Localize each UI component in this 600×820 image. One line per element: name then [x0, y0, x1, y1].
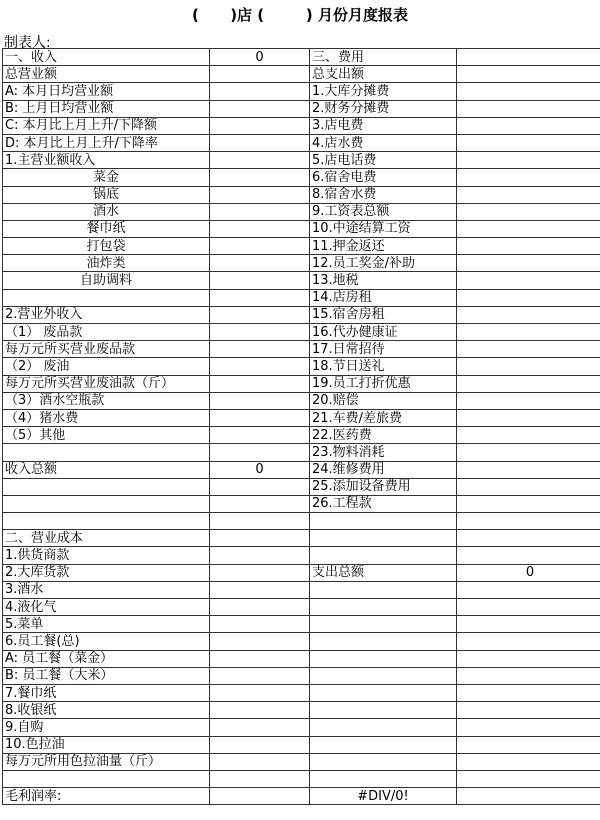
- cell-c1[interactable]: 每万元所用色拉油量（斤）: [3, 753, 210, 770]
- cell-c2[interactable]: [210, 616, 310, 633]
- cell-c3[interactable]: [310, 599, 457, 616]
- cell-c4[interactable]: [457, 220, 600, 237]
- cell-c2[interactable]: [210, 599, 310, 616]
- cell-c1[interactable]: 9.自购: [3, 719, 210, 736]
- cell-c3[interactable]: 3.店电费: [310, 117, 457, 134]
- cell-c4[interactable]: [457, 255, 600, 272]
- cell-c2[interactable]: [210, 66, 310, 83]
- cell-c4[interactable]: [457, 719, 600, 736]
- cell-c2[interactable]: [210, 134, 310, 151]
- cell-c2[interactable]: [210, 478, 310, 495]
- cell-c2[interactable]: [210, 375, 310, 392]
- table-row: [3, 134, 600, 151]
- cell-c2[interactable]: 0: [210, 461, 310, 478]
- cell-c3[interactable]: 9.工资表总额: [310, 203, 457, 220]
- table-row: [3, 375, 600, 392]
- cell-c4[interactable]: [457, 134, 600, 151]
- table-row: [3, 513, 600, 530]
- cell-c3[interactable]: [310, 770, 457, 787]
- cell-c2[interactable]: [210, 547, 310, 564]
- cell-c2[interactable]: [210, 684, 310, 701]
- cell-c1[interactable]: 收入总额: [3, 461, 210, 478]
- cell-c1[interactable]: （4）猪水费: [3, 409, 210, 426]
- cell-c4[interactable]: [457, 599, 600, 616]
- cell-c4[interactable]: [457, 186, 600, 203]
- table-row: [3, 547, 600, 564]
- cell-c4[interactable]: [457, 152, 600, 169]
- cell-c4[interactable]: [457, 444, 600, 461]
- table-row: [3, 272, 600, 289]
- cell-c2[interactable]: [210, 289, 310, 306]
- cell-c2[interactable]: [210, 358, 310, 375]
- table-row: [3, 684, 600, 701]
- cell-c4[interactable]: [457, 461, 600, 478]
- table-row: [3, 220, 600, 237]
- cell-c3[interactable]: [310, 633, 457, 650]
- cell-c4[interactable]: [457, 478, 600, 495]
- cell-c3[interactable]: [310, 667, 457, 684]
- cell-c4[interactable]: [457, 616, 600, 633]
- cell-c3[interactable]: [310, 616, 457, 633]
- cell-c1[interactable]: 打包袋: [3, 238, 210, 255]
- cell-c1[interactable]: A: 本月日均营业额: [3, 83, 210, 100]
- cell-c3[interactable]: [310, 702, 457, 719]
- cell-c4[interactable]: [457, 169, 600, 186]
- cell-c4[interactable]: 0: [457, 564, 600, 581]
- cell-c3[interactable]: [310, 736, 457, 753]
- cell-c3[interactable]: 11.押金返还: [310, 238, 457, 255]
- report-title: ( )店 ( ) 月份月度报表: [192, 6, 408, 24]
- cell-c2[interactable]: [210, 530, 310, 547]
- cell-c3[interactable]: [310, 650, 457, 667]
- cell-c1[interactable]: D: 本月比上月上升/下降率: [3, 134, 210, 151]
- cell-c3[interactable]: 16.代办健康证: [310, 324, 457, 341]
- cell-c2[interactable]: [210, 341, 310, 358]
- table-row: [3, 341, 600, 358]
- cell-c2[interactable]: [210, 788, 310, 805]
- table-row: [3, 100, 600, 117]
- cell-c2[interactable]: [210, 83, 310, 100]
- cell-c2[interactable]: [210, 100, 310, 117]
- cell-c2[interactable]: [210, 255, 310, 272]
- cell-c1[interactable]: 4.液化气: [3, 599, 210, 616]
- cell-c2[interactable]: [210, 495, 310, 512]
- cell-c1[interactable]: 2.营业外收入: [3, 306, 210, 323]
- cell-c3[interactable]: 三、费用: [310, 49, 457, 66]
- cell-c4[interactable]: [457, 753, 600, 770]
- cell-c3[interactable]: 6.宿舍电费: [310, 169, 457, 186]
- table-row: [3, 306, 600, 323]
- cell-c3[interactable]: 18.节日送礼: [310, 358, 457, 375]
- cell-c4[interactable]: [457, 324, 600, 341]
- cell-c4[interactable]: [457, 49, 600, 66]
- table-row: [3, 650, 600, 667]
- cell-c1[interactable]: B: 上月日均营业额: [3, 100, 210, 117]
- cell-c2[interactable]: [210, 702, 310, 719]
- cell-c1[interactable]: [3, 770, 210, 787]
- cell-c3[interactable]: [310, 513, 457, 530]
- cell-c2[interactable]: [210, 186, 310, 203]
- cell-c1[interactable]: [3, 495, 210, 512]
- table-row: [3, 495, 600, 512]
- cell-c2[interactable]: [210, 444, 310, 461]
- cell-c4[interactable]: [457, 83, 600, 100]
- cell-c3[interactable]: 22.医药费: [310, 427, 457, 444]
- cell-c2[interactable]: [210, 581, 310, 598]
- cell-c4[interactable]: [457, 66, 600, 83]
- table-row: [3, 238, 600, 255]
- cell-c1[interactable]: （2） 废油: [3, 358, 210, 375]
- cell-c2[interactable]: [210, 513, 310, 530]
- cell-c1[interactable]: 菜金: [3, 169, 210, 186]
- cell-c1[interactable]: [3, 444, 210, 461]
- cell-c1[interactable]: 每万元所买营业废品款: [3, 341, 210, 358]
- cell-c4[interactable]: [457, 100, 600, 117]
- table-row: [3, 324, 600, 341]
- table-row: [3, 564, 600, 581]
- cell-c3[interactable]: [310, 684, 457, 701]
- cell-c2[interactable]: [210, 324, 310, 341]
- cell-c1[interactable]: 1.主营业额收入: [3, 152, 210, 169]
- cell-c1[interactable]: 油炸类: [3, 255, 210, 272]
- cell-c3[interactable]: 24.维修费用: [310, 461, 457, 478]
- cell-c4[interactable]: [457, 547, 600, 564]
- cell-c3[interactable]: 25.添加设备费用: [310, 478, 457, 495]
- cell-c3[interactable]: [310, 719, 457, 736]
- cell-c2[interactable]: [210, 117, 310, 134]
- cell-c3[interactable]: #DIV/0!: [310, 788, 457, 805]
- cell-c1[interactable]: 1.供货商款: [3, 547, 210, 564]
- cell-c2[interactable]: [210, 719, 310, 736]
- table-row: [3, 530, 600, 547]
- cell-c4[interactable]: [457, 684, 600, 701]
- cell-c2[interactable]: [210, 306, 310, 323]
- cell-c4[interactable]: [457, 238, 600, 255]
- table-row: [3, 117, 600, 134]
- table-row: [3, 702, 600, 719]
- cell-c1[interactable]: 自助调料: [3, 272, 210, 289]
- cell-c1[interactable]: 毛利润率:: [3, 788, 210, 805]
- cell-c2[interactable]: [210, 272, 310, 289]
- cell-c3[interactable]: 20.赔偿: [310, 392, 457, 409]
- cell-c3[interactable]: 总支出额: [310, 66, 457, 83]
- cell-c2[interactable]: [210, 564, 310, 581]
- cell-c3[interactable]: 21.车费/差旅费: [310, 409, 457, 426]
- table-row: [3, 633, 600, 650]
- cell-c2[interactable]: [210, 770, 310, 787]
- cell-c1[interactable]: 6.员工餐(总): [3, 633, 210, 650]
- table-row: [3, 599, 600, 616]
- cell-c1[interactable]: B: 员工餐（大米）: [3, 667, 210, 684]
- cell-c4[interactable]: [457, 736, 600, 753]
- cell-c3[interactable]: [310, 547, 457, 564]
- cell-c3[interactable]: 1.大库分摊费: [310, 83, 457, 100]
- cell-c1[interactable]: 7.餐巾纸: [3, 684, 210, 701]
- cell-c2[interactable]: [210, 220, 310, 237]
- cell-c3[interactable]: 15.宿舍房租: [310, 306, 457, 323]
- cell-c4[interactable]: [457, 495, 600, 512]
- cell-c1[interactable]: 一、收入: [3, 49, 210, 66]
- cell-c1[interactable]: 二、营业成本: [3, 530, 210, 547]
- cell-c4[interactable]: [457, 409, 600, 426]
- cell-c4[interactable]: [457, 272, 600, 289]
- table-row: [3, 203, 600, 220]
- cell-c4[interactable]: [457, 358, 600, 375]
- table-row: [3, 616, 600, 633]
- cell-c1[interactable]: C: 本月比上月上升/下降额: [3, 117, 210, 134]
- cell-c1[interactable]: （5）其他: [3, 427, 210, 444]
- table-row: [3, 409, 600, 426]
- table-row: [3, 581, 600, 598]
- cell-c3[interactable]: 17.日常招待: [310, 341, 457, 358]
- cell-c3[interactable]: 8.宿舍水费: [310, 186, 457, 203]
- cell-c4[interactable]: [457, 530, 600, 547]
- cell-c3[interactable]: 10.中途结算工资: [310, 220, 457, 237]
- cell-c3[interactable]: 支出总额: [310, 564, 457, 581]
- cell-c1[interactable]: 酒水: [3, 203, 210, 220]
- cell-c1[interactable]: [3, 478, 210, 495]
- cell-c3[interactable]: 14.店房租: [310, 289, 457, 306]
- cell-c1[interactable]: 3.酒水: [3, 581, 210, 598]
- cell-c4[interactable]: [457, 702, 600, 719]
- cell-c1[interactable]: 5.菜单: [3, 616, 210, 633]
- cell-c3[interactable]: 26.工程款: [310, 495, 457, 512]
- table-row: [3, 444, 600, 461]
- cell-c1[interactable]: [3, 513, 210, 530]
- table-row: [3, 392, 600, 409]
- cell-c4[interactable]: [457, 306, 600, 323]
- cell-c2[interactable]: [210, 169, 310, 186]
- cell-c1[interactable]: 总营业额: [3, 66, 210, 83]
- cell-c1[interactable]: 10.色拉油: [3, 736, 210, 753]
- table-row: [3, 770, 600, 787]
- cell-c2[interactable]: [210, 667, 310, 684]
- table-row: [3, 736, 600, 753]
- cell-c3[interactable]: [310, 530, 457, 547]
- cell-c4[interactable]: [457, 581, 600, 598]
- cell-c3[interactable]: 13.地税: [310, 272, 457, 289]
- cell-c1[interactable]: （3）酒水空瓶款: [3, 392, 210, 409]
- cell-c2[interactable]: [210, 427, 310, 444]
- cell-c3[interactable]: 2.财务分摊费: [310, 100, 457, 117]
- cell-c2[interactable]: 0: [210, 49, 310, 66]
- table-row: [3, 788, 600, 805]
- cell-c3[interactable]: 12.员工奖金/补助: [310, 255, 457, 272]
- table-row: [3, 169, 600, 186]
- cell-c1[interactable]: 8.收银纸: [3, 702, 210, 719]
- table-row: [3, 289, 600, 306]
- cell-c1[interactable]: 餐巾纸: [3, 220, 210, 237]
- table-row: [3, 427, 600, 444]
- cell-c2[interactable]: [210, 203, 310, 220]
- table-row: [3, 49, 600, 66]
- cell-c4[interactable]: [457, 375, 600, 392]
- cell-c3[interactable]: 19.员工打折优惠: [310, 375, 457, 392]
- cell-c1[interactable]: （1） 废品款: [3, 324, 210, 341]
- cell-c4[interactable]: [457, 392, 600, 409]
- maker-label: 制表人:: [4, 35, 51, 51]
- cell-c4[interactable]: [457, 513, 600, 530]
- cell-c4[interactable]: [457, 289, 600, 306]
- cell-c4[interactable]: [457, 650, 600, 667]
- cell-c4[interactable]: [457, 203, 600, 220]
- cell-c3[interactable]: 23.物料消耗: [310, 444, 457, 461]
- table-row: [3, 152, 600, 169]
- cell-c3[interactable]: [310, 753, 457, 770]
- cell-c4[interactable]: [457, 427, 600, 444]
- cell-c4[interactable]: [457, 770, 600, 787]
- cell-c3[interactable]: 5.店电话费: [310, 152, 457, 169]
- cell-c2[interactable]: [210, 736, 310, 753]
- table-row: [3, 186, 600, 203]
- table-row: [3, 255, 600, 272]
- report-table: [2, 48, 600, 805]
- cell-c1[interactable]: 每万元所买营业废油款（斤）: [3, 375, 210, 392]
- cell-c2[interactable]: [210, 633, 310, 650]
- cell-c1[interactable]: [3, 289, 210, 306]
- cell-c2[interactable]: [210, 409, 310, 426]
- cell-c4[interactable]: [457, 341, 600, 358]
- table-row: [3, 83, 600, 100]
- cell-c3[interactable]: [310, 581, 457, 598]
- cell-c1[interactable]: 2.大库货款: [3, 564, 210, 581]
- cell-c3[interactable]: 4.店水费: [310, 134, 457, 151]
- table-row: [3, 66, 600, 83]
- cell-c4[interactable]: [457, 633, 600, 650]
- table-row: [3, 667, 600, 684]
- cell-c4[interactable]: [457, 788, 600, 805]
- cell-c2[interactable]: [210, 650, 310, 667]
- cell-c4[interactable]: [457, 667, 600, 684]
- cell-c2[interactable]: [210, 392, 310, 409]
- table-row: [3, 461, 600, 478]
- cell-c2[interactable]: [210, 753, 310, 770]
- cell-c1[interactable]: 锅底: [3, 186, 210, 203]
- cell-c4[interactable]: [457, 117, 600, 134]
- table-row: [3, 719, 600, 736]
- cell-c2[interactable]: [210, 152, 310, 169]
- cell-c1[interactable]: A: 员工餐（菜金）: [3, 650, 210, 667]
- table-row: [3, 753, 600, 770]
- table-row: [3, 478, 600, 495]
- cell-c2[interactable]: [210, 238, 310, 255]
- table-row: [3, 358, 600, 375]
